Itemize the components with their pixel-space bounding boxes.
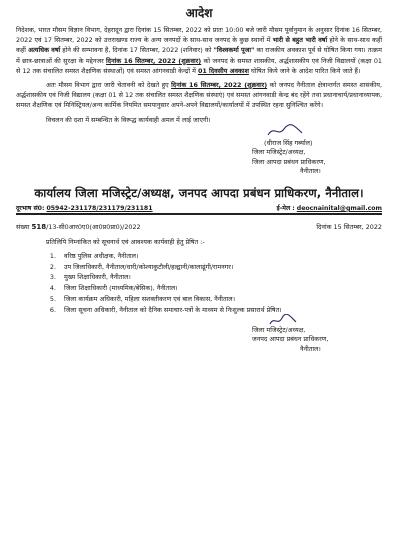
list-item: 1. वरिष्ठ पुलिस अधीक्षक, नैनीताल। xyxy=(49,251,139,260)
extreme-rain-highlight: अत्यधिक वर्षा xyxy=(28,46,61,55)
document-title: आदेश xyxy=(185,6,213,20)
office-contact-row xyxy=(16,201,382,215)
signature-block-2 xyxy=(252,326,382,355)
order-paragraph-1: निदेशक, भारत मौसम विज्ञान विभाग, देहरादून द्वारा दिनांक 15 सितम्बर, 2022 को प्रातः 10:00 बजे जारी मौसम पूर्वानुमान के अनुसार दिनांक 16 सितम्बर, 2022 एवं 17 सितम्बर, 2022 को उत्तराखण्ड राज्य के अन्य जनपदों के साथ-साथ जनपद के कुछ स्थानों में भारी से बहुत भारी वर्षा होने के साथ-साथ कहीं कहीं अत्यधिक वर्षा होने की सम्भावना है, दिनांक 17 सितम्बर, 2022 (शनिवार) को "विश्वकर्मा पूजा" का राजकीय अवकाश पूर्व से घोषित किया गया। तत्क्रम में छात्र-छात्राओं की सुरक्षा के मद्देनजर दिनांक 16 सितम्बर, 2022 (शुक्रवार) को जनपद के समस्त शासकीय, अर्द्धशासकीय एवं निजी विद्यालयों (कक्षा 01 से 12 तक संचालित समस्त शैक्षणिक संस्थाओं) एवं समस्त आंगनवाडी केन्द्रों में 01 दिवसीय अवकाश घोषित किये जाने के आदेश पारित किये जाते हैं। xyxy=(16,26,382,75)
reference-row xyxy=(16,222,382,231)
signatory-name: (धीराज सिंह गर्ब्याल) xyxy=(264,138,313,147)
signatory-place: नैनीताल। xyxy=(300,167,321,176)
reference-date: दिनांक 15 सितम्बर, 2022 xyxy=(316,222,382,231)
order-paragraph-3: विचलन की दशा में सम्बन्धित के विरूद्ध कार्यवाही अमल में लाई जाएगी। xyxy=(46,115,211,124)
copy-to-line: प्रतिलिपि निम्नांकित को सूचनार्थ एवं आवश्यक कार्यवाही हेतु प्रेषित :- xyxy=(46,237,205,246)
signature-scribble-icon xyxy=(268,314,298,328)
signature-block-1 xyxy=(252,139,382,177)
signatory-designation: जिला मजिस्ट्रेट/अध्यक्ष, xyxy=(252,325,306,334)
list-item: 5. जिला कार्यक्रम अधिकारी, महिला सशक्तीकरण एवं बाल विकास, नैनीताल। xyxy=(49,295,236,304)
office-email: ई-मेल : deocnainital@gmail.com xyxy=(276,204,382,212)
one-day-holiday-highlight: 01 दिवसीय अवकाश xyxy=(197,66,249,75)
list-item: 4. जिला शिक्षाधिकारी (माध्यमिक/बेसिक), नैनीताल। xyxy=(49,284,178,293)
signatory-place: नैनीताल। xyxy=(300,344,321,353)
reference-number: संख्या 518/13-सी0आर0ए0(आ0प्र0प्रा0)/2022 xyxy=(16,222,141,231)
signatory-authority: जिला आपदा प्रबंधन प्राधिकरण, xyxy=(252,157,326,166)
list-item: 3. मुख्य शिक्षाधिकारी, नैनीताल। xyxy=(49,273,131,282)
distribution-list xyxy=(16,251,382,316)
list-item: 2. उप जिलाधिकारी, नैनीताल/धारी/कोश्याकुटौली/हल्द्वानी/कालाढूंगी/रामनगर। xyxy=(49,262,234,271)
holiday-date-highlight: दिनांक 16 सितम्बर, 2022 (शुक्रवार) xyxy=(106,56,202,65)
order-paragraph-2: अतः मौसम विभाग द्वारा जारी चेतावनी को देखते हुए दिनांक 16 सितम्बर, 2022 (शुक्रवार) को जनपद नैनीताल क्षेत्रान्तर्गत समस्त शासकीय, अर्द्धशासकीय एवं निजी विद्यालय (कक्षा 01 से 12 तक संचालित समस्त शैक्षणिक संस्थाएं) एवं समस्त आंगनवाडी केन्द्र बंद रहेंगे तथा प्रधानाचार्य/प्रधानाध्यापक, समस्त शैक्षणिक एवं मिनिस्ट्रियल/अन्य कार्मिक नियमित समयानुसार अपने-अपने विद्यालयों/कार्यालयों में उपस्थित रहना सुनिश्चित करेंगे। xyxy=(16,81,382,110)
list-item: 6. जिला सूचना अधिकारी, नैनीताल को दैनिक समाचार-पत्रों के माध्यम से निःशुल्क प्रसारार्थ प्रेषित। xyxy=(49,305,282,314)
office-heading: कार्यालय जिला मजिस्ट्रेट/अध्यक्ष, जनपद आपदा प्रबंधन प्राधिकरण, नैनीताल। xyxy=(34,185,364,200)
signature-scribble-icon xyxy=(266,123,306,139)
signatory-designation: जिला मजिस्ट्रेट/अध्यक्ष, xyxy=(252,148,306,157)
closure-date-highlight: दिनांक 16 सितम्बर, 2022 (शुक्रवार) xyxy=(171,81,268,90)
office-phone: दूरभाष सं0: 05942-231178/231179/231181 xyxy=(16,204,153,212)
vishwakarma-puja-highlight: "विश्वकर्मा पूजा" xyxy=(213,46,255,55)
signatory-authority: जनपद आपदा प्रबंधन प्राधिकरण, xyxy=(252,335,329,344)
heavy-rain-highlight: भारी से बहुत भारी वर्षा xyxy=(272,36,328,45)
